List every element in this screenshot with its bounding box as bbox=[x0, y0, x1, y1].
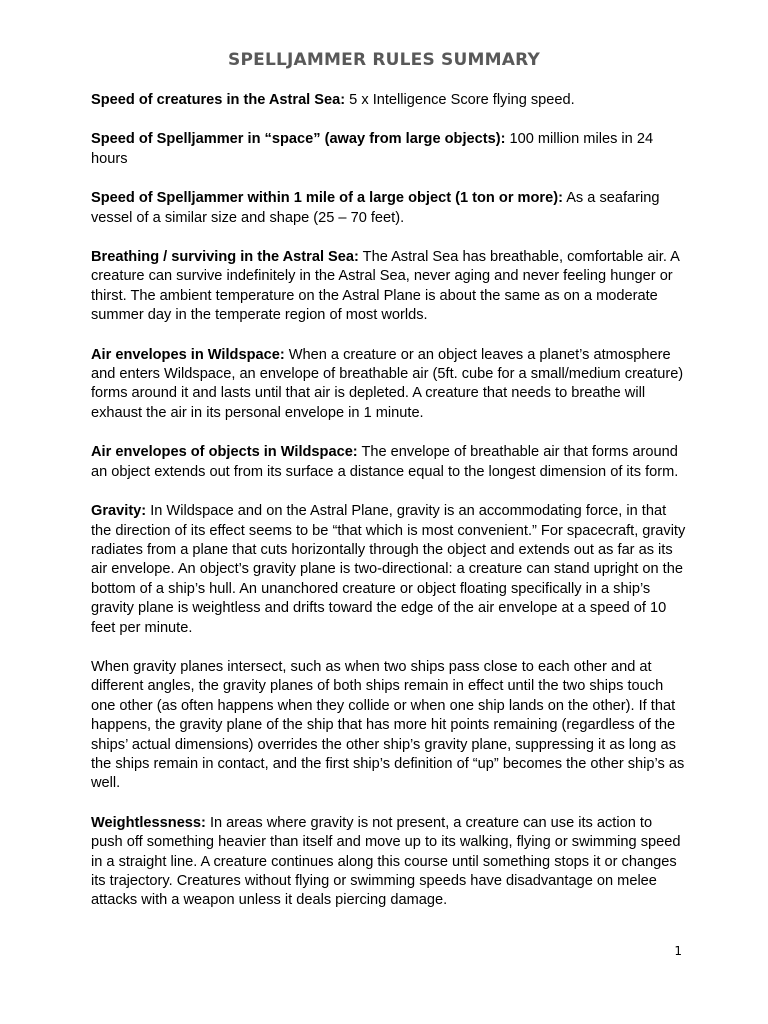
paragraph-text: In Wildspace and on the Astral Plane, gravity is an accommodating force, in that the direction of its effect seems to be “that which is most convenient.” For spacecraft, gravity radiates from a plane that cuts horizontally through the object and extends out as far as its air envelope. An object’s gravity plane is two-directional: a creature can stand upright on the bottom of a ship’s hull. An unanchored creature or object floating specifically in a ship’s gravity plane is weightless and drifts toward the edge of the air envelope at a speed of 10 feet per minute. bbox=[91, 503, 686, 636]
paragraph-heading: Weightlessness: bbox=[91, 814, 206, 831]
paragraph-heading: Air envelopes of objects in Wildspace: bbox=[91, 444, 358, 461]
paragraph-text: When gravity planes intersect, such as when two ships pass close to each other and at different angles, the gravity planes of both ships remain in effect until the two ships touch one other (as often happens when they collide or when one ship lands on the other). If that happens, the gravity plane of the ship that has more hit points remaining (regardless of the ships’ actual dimensions) overrides the other ship’s gravity plane, suppressing it as long as the ships remain in contact, and the first ship’s definition of “up” becomes the other ship’s as well. bbox=[91, 658, 685, 792]
paragraph-text: The envelope of breathable air that forms around an object extends out from its surface a distance equal to the longest dimension of its form. bbox=[91, 444, 679, 480]
paragraph-heading: Speed of Spelljammer within 1 mile of a large object (1 ton or more): bbox=[91, 190, 563, 207]
paragraph-text: The Astral Sea has breathable, comfortable air. A creature can survive indefinitely in the Astral Sea, never aging and never feeling hunger or thirst. The ambient temperature on the Astral Plane is about the same as on a moderate summer day in the temperate region of most worlds. bbox=[91, 249, 680, 324]
paragraph-text: In areas where gravity is not present, a creature can use its action to push off something heavier than itself and move up to its walking, flying or swimming speed in a straight line. A creature continues along this course until something stops it or changes its trajectory. Creatures without flying or swimming speeds have disadvantage on melee attacks with a weapon unless it deals piercing damage. bbox=[91, 814, 681, 909]
paragraph-astral-creature-speed bbox=[91, 91, 687, 110]
paragraph-text: 100 million miles in 24 hours bbox=[91, 131, 654, 167]
paragraph-text: When a creature or an object leaves a planet’s atmosphere and enters Wildspace, an envelope of breathable air (5ft. cube for a small/medium creature) forms around it and lasts until that air is depleted. A creature that needs to breathe will exhaust the air in its personal envelope in 1 minute. bbox=[91, 346, 684, 421]
paragraph-heading: Speed of creatures in the Astral Sea: bbox=[91, 92, 346, 108]
paragraph-gravity bbox=[91, 502, 687, 638]
paragraph-text: 5 x Intelligence Score flying speed. bbox=[345, 92, 575, 108]
page-number: 1 bbox=[674, 944, 682, 958]
paragraph-weightlessness bbox=[91, 814, 687, 911]
document-body bbox=[91, 91, 687, 931]
paragraph-object-air-envelopes bbox=[91, 443, 687, 482]
page-title: SPELLJAMMER RULES SUMMARY bbox=[228, 50, 540, 70]
paragraph-heading: Speed of Spelljammer in “space” (away from large objects): bbox=[91, 131, 506, 148]
paragraph-heading: Gravity: bbox=[91, 503, 147, 520]
paragraph-space-speed bbox=[91, 130, 687, 169]
paragraph-heading: Air envelopes in Wildspace: bbox=[91, 346, 285, 363]
paragraph-breathing bbox=[91, 248, 687, 326]
paragraph-text: As a seafaring vessel of a similar size and shape (25 – 70 feet). bbox=[91, 190, 660, 226]
paragraph-near-object-speed bbox=[91, 189, 687, 228]
paragraph-air-envelopes bbox=[91, 346, 687, 424]
paragraph-gravity-planes-intersect bbox=[91, 658, 687, 794]
paragraph-heading: Breathing / surviving in the Astral Sea: bbox=[91, 249, 359, 266]
